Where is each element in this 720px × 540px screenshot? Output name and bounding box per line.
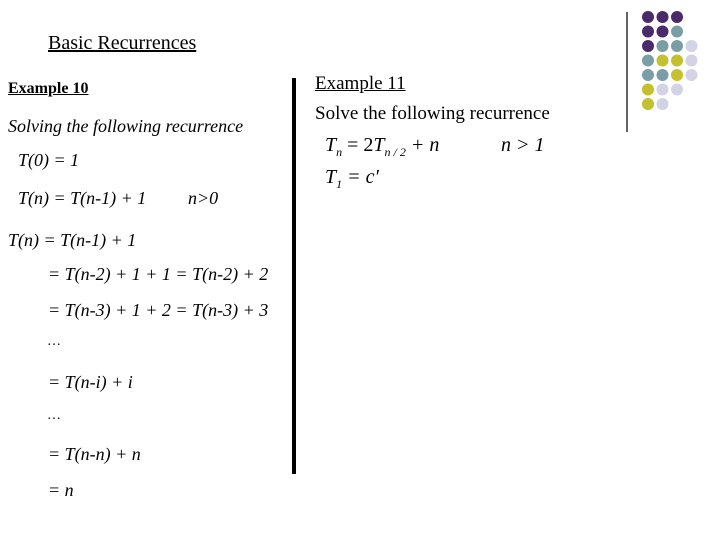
decorative-dot — [657, 69, 669, 81]
decorative-dot — [686, 69, 698, 81]
decorative-dot — [642, 98, 654, 110]
decorative-dot — [657, 98, 669, 110]
instruction-text: Solve the following recurrence — [315, 103, 550, 124]
page-title: Basic Recurrences — [48, 32, 197, 54]
decorative-dot — [657, 11, 669, 23]
decorative-dot — [642, 84, 654, 96]
decorative-dot-grid — [641, 10, 720, 120]
intro-text: Solving the following recurrence — [8, 116, 244, 136]
decorative-dot — [686, 40, 698, 52]
derivation-ellipsis: … — [48, 408, 61, 423]
decorative-dot — [642, 40, 654, 52]
decorative-dot — [642, 69, 654, 81]
decorative-dot — [671, 84, 683, 96]
derivation-step: = T(n-n) + n — [48, 444, 141, 464]
derivation-step: T(n) = T(n-1) + 1 — [8, 230, 137, 250]
decorative-dot — [671, 26, 683, 38]
decorative-dot — [642, 11, 654, 23]
decorative-dot — [671, 40, 683, 52]
decorative-dot — [657, 26, 669, 38]
derivation-step: = T(n-3) + 1 + 2 = T(n-3) + 3 — [48, 300, 269, 320]
decorative-dot — [657, 55, 669, 67]
decorative-dot — [686, 55, 698, 67]
decorative-dot — [671, 69, 683, 81]
decorative-dot — [642, 26, 654, 38]
derivation-ellipsis: … — [48, 334, 61, 349]
column-divider — [292, 78, 296, 474]
decorative-dot — [642, 55, 654, 67]
derivation-step: = T(n-2) + 1 + 1 = T(n-2) + 2 — [48, 264, 269, 284]
decorative-dot — [671, 11, 683, 23]
equation-condition: n > 1 — [501, 134, 545, 156]
derivation-step: = T(n-i) + i — [48, 372, 133, 392]
example-11-label: Example 11 — [315, 73, 406, 94]
example-10-label: Example 10 — [8, 80, 89, 97]
derivation-result: = n — [48, 480, 74, 500]
decorative-dot — [657, 84, 669, 96]
decorative-vertical-line — [626, 12, 628, 132]
decorative-dot — [671, 55, 683, 67]
equation-recurrence: $T_n = 2T_{n / 2} + n$ — [325, 134, 440, 159]
decorative-dot — [657, 40, 669, 52]
recurrence-condition: n>0 — [188, 188, 219, 208]
recurrence-definition: T(n) = T(n-1) + 1 — [18, 188, 147, 208]
equation-base-case: $T_1 = c'$ — [325, 166, 379, 191]
base-case: T(0) = 1 — [18, 150, 80, 170]
